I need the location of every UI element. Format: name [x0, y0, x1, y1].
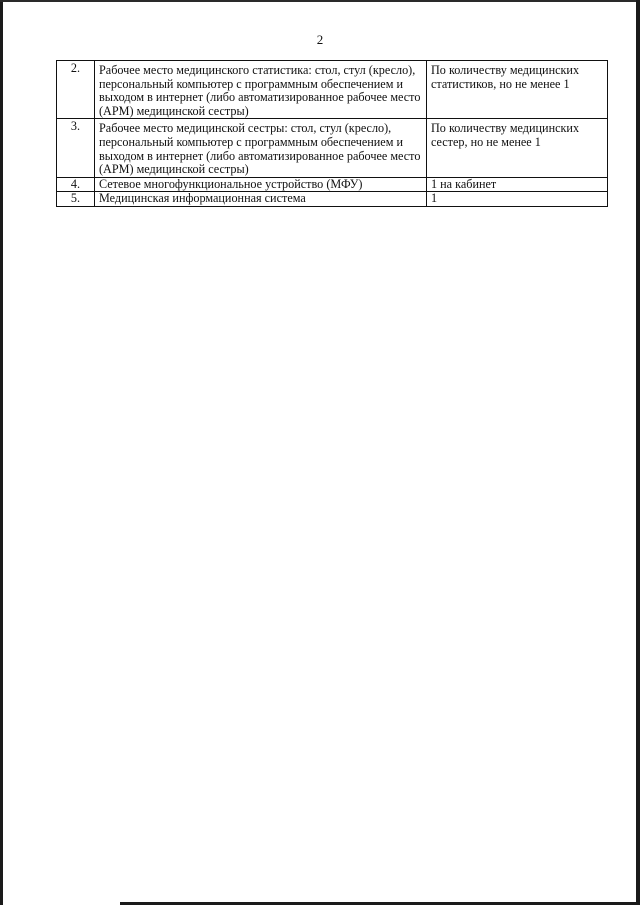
- table-row: [57, 177, 608, 192]
- page-number: 2: [316, 32, 324, 47]
- equipment-name: Рабочее место медицинского статистика: стол, стул (кресло), персональный компьютер с программным обеспечением и выходом в интернет (либо автоматизированное рабочее место (АРМ) медицинской сестры): [95, 61, 427, 119]
- equipment-quantity: По количеству медицинских сестер, но не менее 1: [427, 119, 608, 177]
- equipment-quantity: 1 на кабинет: [427, 177, 608, 192]
- equipment-quantity: По количеству медицинских статистиков, но не менее 1: [427, 61, 608, 119]
- row-number: 2.: [57, 61, 95, 119]
- row-number: 5.: [57, 192, 95, 207]
- equipment-name: Рабочее место медицинской сестры: стол, стул (кресло), персональный компьютер с программным обеспечением и выходом в интернет (либо автоматизированное рабочее место (АРМ) медицинской сестры): [95, 119, 427, 177]
- equipment-table: [56, 60, 608, 207]
- table-row: [57, 119, 608, 177]
- equipment-name: Сетевое многофункциональное устройство (МФУ): [95, 177, 427, 192]
- table-row: [57, 61, 608, 119]
- row-number: 3.: [57, 119, 95, 177]
- row-number: 4.: [57, 177, 95, 192]
- table-row: [57, 192, 608, 207]
- equipment-quantity: 1: [427, 192, 608, 207]
- scan-edge-left: [0, 0, 3, 905]
- scan-edge-right: [636, 0, 640, 905]
- equipment-name: Медицинская информационная система: [95, 192, 427, 207]
- scan-edge-top: [0, 0, 640, 2]
